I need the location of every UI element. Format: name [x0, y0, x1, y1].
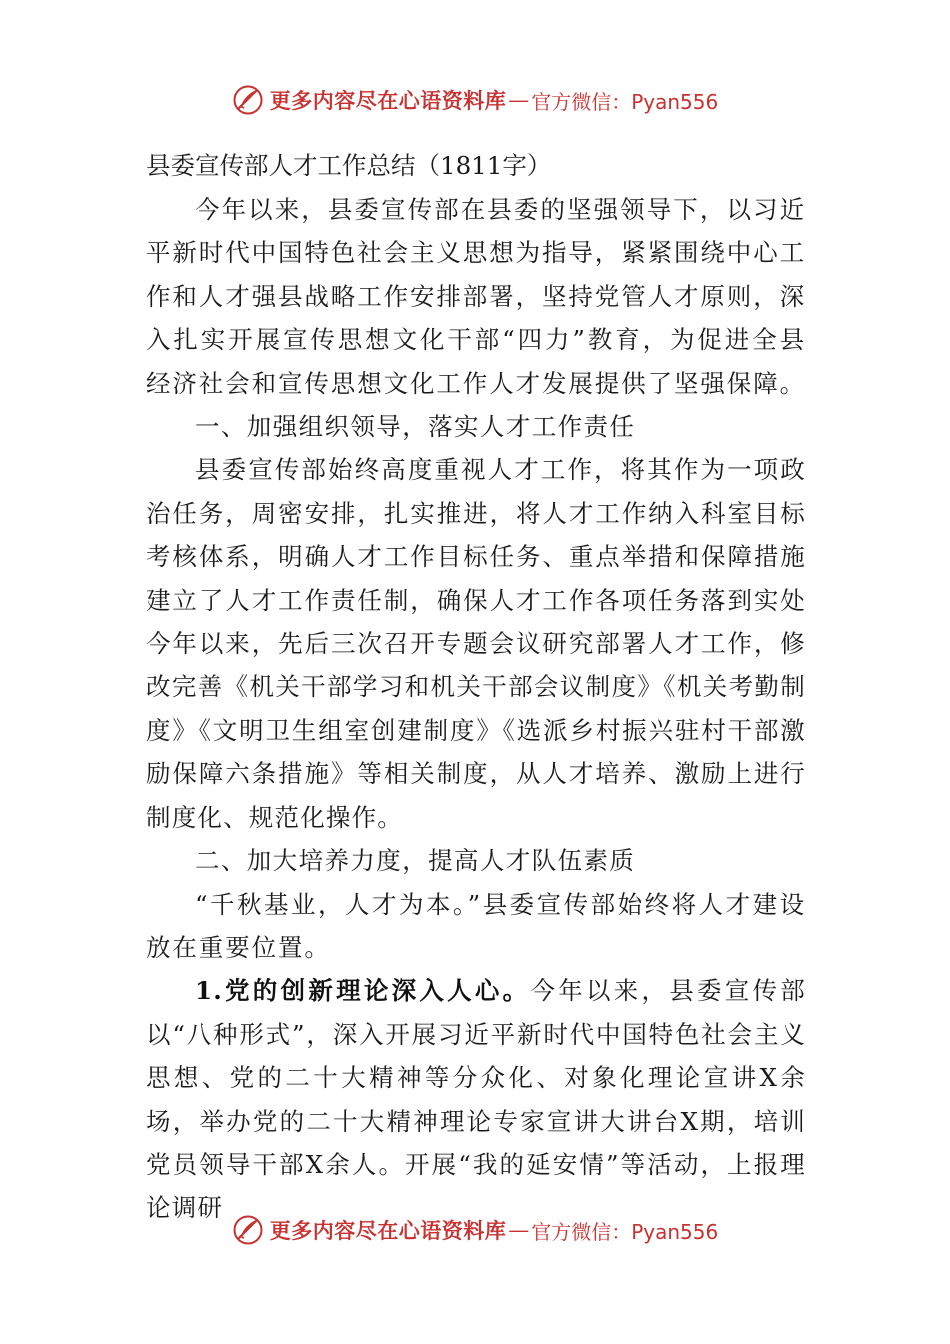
- item-1-bold-lead: 1.党的创新理论深入人心。: [195, 976, 531, 1006]
- quill-logo-icon: [232, 1214, 264, 1246]
- header-banner: [0, 80, 950, 120]
- paragraph-quote: “千秋基业，人才为本。”县委宣传部始终将人才建设放在重要位置。: [146, 889, 806, 962]
- banner-brand-text: 更多内容尽在心语资料库: [269, 88, 507, 113]
- banner-contact-text: 官方微信：Pyan556: [531, 1219, 719, 1244]
- banner-dash: —: [508, 88, 530, 112]
- paragraph-intro: 今年以来，县委宣传部在县委的坚强领导下，以习近平新时代中国特色社会主义思想为指导，紧紧围绕中心工作和人才强县战略工作安排部署，坚持党管人才原则，深入扎实开展宣传思想文化干部“四力”教育，为促进全县经济社会和宣传思想文化工作人才发展提供了坚强保障。: [146, 195, 806, 398]
- footer-banner: [0, 1210, 950, 1250]
- section-heading-1: 一、加强组织领导，落实人才工作责任: [195, 412, 636, 442]
- quill-logo-icon: [232, 84, 264, 116]
- banner-contact-text: 官方微信：Pyan556: [531, 89, 719, 114]
- section-heading-2: 二、加大培养力度，提高人才队伍素质: [195, 846, 636, 876]
- paragraph-item-1: [146, 969, 806, 1229]
- document-body: [146, 144, 806, 1230]
- banner-dash: —: [508, 1218, 530, 1242]
- document-title: 县委宣传部人才工作总结（1811字）: [146, 151, 552, 180]
- paragraph-section-1: 县委宣传部始终高度重视人才工作，将其作为一项政治任务，周密安排，扎实推进，将人才工作纳入科室目标考核体系，明确人才工作目标任务、重点举措和保障措施建立了人才工作责任制，确保人才工作各项任务落到实处今年以来，先后三次召开专题会议研究部署人才工作，修改完善《机关干部学习和机关干部会议制度》《机关考勤制度》《文明卫生组室创建制度》《选派乡村振兴驻村干部激励保障六条措施》等相关制度，从人才培养、激励上进行制度化、规范化操作。: [146, 455, 806, 832]
- item-1-text: 今年以来，县委宣传部以“八种形式”，深入开展习近平新时代中国特色社会主义思想、党的二十大精神等分众化、对象化理论宣讲X余场，举办党的二十大精神理论专家宣讲大讲台X期，培训党员领导干部X余人。开展“我的延安情”等活动，上报理论调研: [146, 976, 806, 1223]
- banner-brand-text: 更多内容尽在心语资料库: [269, 1218, 507, 1243]
